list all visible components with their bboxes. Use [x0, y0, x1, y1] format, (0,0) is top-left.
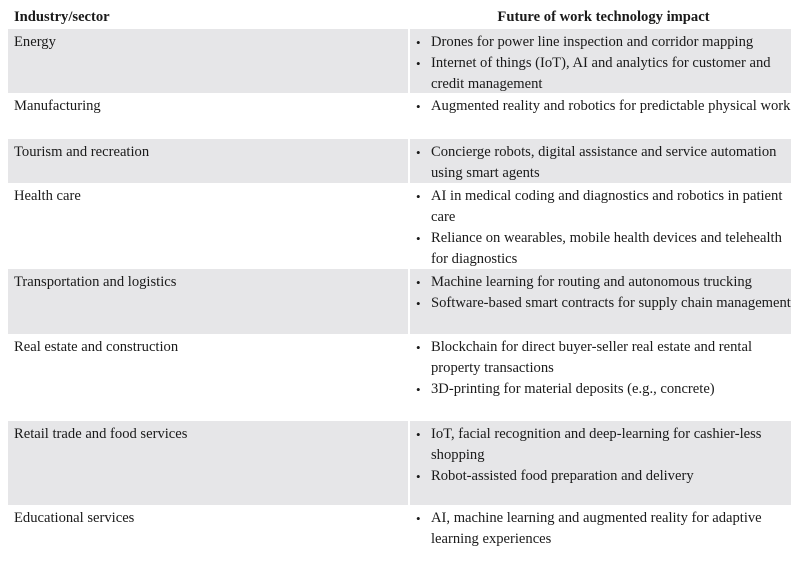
impact-item [416, 424, 791, 466]
sector-cell: Manufacturing [14, 98, 101, 114]
bullet-icon: • [416, 275, 421, 290]
table-header [8, 0, 791, 29]
impact-item [416, 96, 791, 117]
impact-cell [410, 505, 791, 561]
bullet-icon: • [416, 469, 421, 484]
sector-cell: Real estate and construction [14, 339, 179, 355]
impact-item [416, 466, 791, 487]
impact-cell [410, 421, 791, 505]
impact-text: Software-based smart contracts for supply chain management [431, 295, 791, 311]
impact-text: Blockchain for direct buyer-seller real estate and rental property transactions [431, 339, 753, 376]
bullet-icon: • [416, 427, 421, 442]
impact-list [416, 508, 791, 550]
sector-cell: Tourism and recreation [8, 139, 408, 183]
impact-item [416, 337, 791, 379]
impact-text: AI in medical coding and diagnostics and robotics in patient care [431, 188, 783, 225]
impact-item [416, 228, 791, 270]
table-row [8, 183, 791, 269]
sector-cell: Transportation and logistics [8, 269, 408, 334]
header-impact: Future of work technology impact [497, 9, 710, 25]
impact-text: Drones for power line inspection and corridor mapping [431, 34, 754, 50]
impact-text: AI, machine learning and augmented reality for adaptive learning experiences [431, 510, 762, 547]
impact-list [416, 142, 791, 184]
impact-text: 3D-printing for material deposits (e.g., concrete) [431, 381, 715, 397]
bullet-icon: • [416, 340, 421, 355]
impact-cell [410, 269, 791, 334]
bullet-icon: • [416, 56, 421, 71]
header-sector: Industry/sector [14, 9, 110, 25]
technology-impact-table [8, 0, 791, 561]
impact-cell [410, 334, 791, 421]
impact-item [416, 186, 791, 228]
impact-cell [410, 183, 791, 269]
impact-item [416, 272, 791, 293]
bullet-icon: • [416, 189, 421, 204]
impact-cell [410, 29, 791, 93]
impact-text: Internet of things (IoT), AI and analytics for customer and credit management [431, 55, 771, 92]
table-row [8, 334, 791, 421]
impact-list [416, 96, 791, 117]
sector-cell: Energy [8, 29, 408, 93]
impact-text: Concierge robots, digital assistance and service automation using smart agents [431, 144, 777, 181]
sector-cell: Retail trade and food services [8, 421, 408, 505]
table-row [8, 139, 791, 183]
table-row [8, 93, 791, 139]
bullet-icon: • [416, 99, 421, 114]
impact-cell [410, 139, 791, 183]
impact-item [416, 142, 791, 184]
impact-text: Machine learning for routing and autonomous trucking [431, 274, 752, 290]
impact-text: Reliance on wearables, mobile health devices and telehealth for diagnostics [431, 230, 782, 267]
bullet-icon: • [416, 35, 421, 50]
impact-text: IoT, facial recognition and deep-learning for cashier-less shopping [431, 426, 762, 463]
impact-list [416, 424, 791, 487]
impact-item [416, 32, 791, 53]
impact-list [416, 337, 791, 400]
impact-list [416, 32, 791, 95]
table-row [8, 505, 791, 561]
impact-list [416, 272, 791, 314]
table-row [8, 421, 791, 505]
bullet-icon: • [416, 382, 421, 397]
impact-text: Robot-assisted food preparation and delivery [431, 468, 694, 484]
impact-item [416, 53, 791, 95]
sector-cell: Health care [14, 188, 81, 204]
impact-item [416, 508, 791, 550]
bullet-icon: • [416, 145, 421, 160]
sector-cell: Educational services [14, 510, 135, 526]
table-row [8, 29, 791, 93]
bullet-icon: • [416, 296, 421, 311]
table-row [8, 269, 791, 334]
impact-list [416, 186, 791, 270]
impact-cell [410, 93, 791, 139]
impact-item [416, 379, 791, 400]
bullet-icon: • [416, 231, 421, 246]
impact-item [416, 293, 791, 314]
impact-text: Augmented reality and robotics for predictable physical work [431, 98, 791, 114]
bullet-icon: • [416, 511, 421, 526]
